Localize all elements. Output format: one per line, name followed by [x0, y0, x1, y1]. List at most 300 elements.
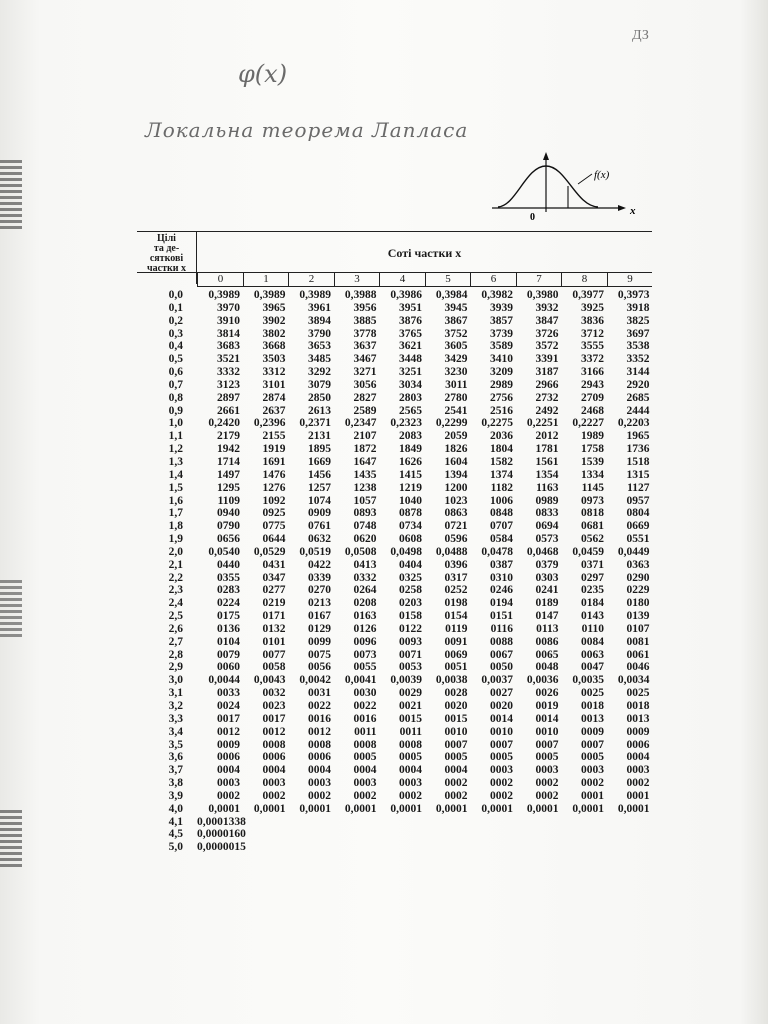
- column-header: 3: [334, 273, 380, 286]
- table-cell: 3653: [308, 340, 331, 353]
- table-cell: 0925: [262, 507, 286, 520]
- table-cell: 0241: [535, 584, 559, 597]
- table-row: [137, 726, 652, 739]
- table-cell: 0048: [535, 661, 559, 674]
- table-cell: 0404: [399, 558, 422, 571]
- table-cell: 2131: [308, 430, 331, 443]
- table-row: [137, 623, 652, 636]
- table-cell: 0002: [308, 789, 331, 802]
- table-cell: 0734: [399, 520, 422, 533]
- table-cell: 0022: [353, 700, 377, 712]
- table-cell: 2492: [535, 404, 559, 417]
- table-cell: 0081: [626, 635, 650, 648]
- row-x-value: 1,0: [168, 417, 183, 430]
- row-x-value: 0,3: [168, 327, 183, 340]
- table-cell: 0010: [490, 725, 513, 738]
- table-cell: 0023: [262, 700, 286, 712]
- table-cell: 0235: [581, 584, 604, 597]
- table-cell: 1456: [308, 468, 331, 481]
- table-cell: 3956: [353, 301, 377, 314]
- table-cell: 2155: [262, 430, 286, 443]
- table-cell: 0,0001: [481, 802, 513, 815]
- table-cell: 2850: [308, 391, 331, 404]
- table-cell: 3697: [626, 327, 650, 340]
- table-cell: 0013: [581, 712, 604, 725]
- table-cell: 0804: [626, 507, 650, 520]
- table-cell: 0748: [353, 520, 377, 533]
- table-cell: 3847: [535, 314, 559, 327]
- table-cell: 0013: [626, 712, 650, 725]
- table-cell: 3251: [399, 366, 422, 379]
- table-cell: 0,3977: [572, 289, 604, 301]
- table-cell: 0775: [262, 520, 286, 533]
- table-cell: 0,2396: [253, 417, 286, 430]
- table-cell: 3166: [581, 366, 604, 379]
- table-row: [137, 739, 652, 752]
- table-cell: 0,0000015: [197, 841, 246, 854]
- table-cell: 0010: [444, 725, 468, 738]
- table-cell: 0005: [535, 751, 559, 764]
- table-cell: 0003: [581, 764, 604, 777]
- row-x-value: 1,1: [168, 430, 183, 443]
- table-cell: 0058: [262, 661, 286, 674]
- table-cell: 1006: [490, 494, 513, 507]
- table-cell: 0,0001: [435, 802, 468, 815]
- table-cell: 0020: [490, 700, 513, 712]
- table-cell: 0005: [399, 751, 422, 764]
- table-cell: 0379: [535, 558, 559, 571]
- table-cell: 0,3988: [344, 289, 377, 301]
- table-cell: 0,0001: [208, 802, 240, 815]
- scan-artifact-bottom: [0, 810, 22, 870]
- table-row: [137, 315, 652, 328]
- table-cell: 3814: [217, 327, 240, 340]
- table-cell: 2661: [217, 404, 240, 417]
- left-header-line: сяткові: [149, 253, 184, 264]
- table-cell: 0002: [626, 777, 650, 790]
- table-row: [137, 674, 652, 687]
- table-cell: 3209: [490, 366, 513, 379]
- table-cell: 0848: [490, 507, 513, 520]
- table-row: [137, 828, 652, 841]
- table-cell: 0129: [308, 622, 331, 635]
- table-cell: 0053: [399, 661, 422, 674]
- table-cell: 0132: [262, 622, 286, 635]
- table-row: [137, 392, 652, 405]
- table-cell: 0213: [308, 597, 331, 610]
- graph-x-arrow: [618, 205, 626, 211]
- table-row: [137, 700, 652, 713]
- table-cell: 1626: [399, 455, 422, 468]
- column-header: 6: [470, 273, 516, 286]
- row-x-value: 2,8: [168, 648, 183, 661]
- table-top-header: Соті частки x: [387, 246, 462, 260]
- table-cell: 0007: [581, 738, 604, 751]
- table-cell: 0,0001: [572, 802, 604, 815]
- table-cell: 3144: [626, 366, 650, 379]
- column-headers: [197, 273, 652, 287]
- table-cell: 0,0041: [344, 674, 377, 687]
- table-cell: 1476: [262, 468, 286, 481]
- table-cell: 0,0037: [481, 674, 513, 687]
- table-cell: 0,0000160: [197, 828, 246, 841]
- table-row: [137, 777, 652, 790]
- table-cell: 3637: [353, 340, 377, 353]
- table-row: [137, 649, 652, 662]
- table-cell: 0,3989: [253, 289, 286, 301]
- table-cell: 0707: [490, 520, 513, 533]
- table-cell: 2897: [217, 391, 240, 404]
- table-cell: 0019: [535, 700, 559, 712]
- table-cell: 1736: [626, 443, 650, 456]
- table-cell: 0,2299: [435, 417, 468, 430]
- table-cell: 0387: [490, 558, 513, 571]
- table-cell: 0203: [399, 597, 422, 610]
- table-cell: 0229: [626, 584, 650, 597]
- table-row: [137, 687, 652, 700]
- table-cell: 0339: [308, 571, 331, 584]
- table-cell: 3790: [308, 327, 331, 340]
- table-cell: 0047: [581, 661, 604, 674]
- table-cell: 0025: [626, 687, 650, 700]
- table-row: [137, 610, 652, 623]
- table-cell: 3410: [490, 353, 513, 366]
- table-cell: 2036: [490, 430, 513, 443]
- table-cell: 2943: [581, 378, 604, 391]
- table-cell: 0721: [444, 520, 468, 533]
- table-cell: 0551: [626, 533, 650, 546]
- table-cell: 0099: [308, 635, 331, 648]
- table-cell: 0007: [490, 738, 513, 751]
- handwritten-theorem-title: Локальна теорема Лапласа: [145, 118, 469, 142]
- table-cell: 3778: [353, 327, 377, 340]
- row-x-value: 2,0: [168, 545, 183, 558]
- table-cell: 0,2203: [617, 417, 650, 430]
- table-cell: 1219: [399, 481, 422, 494]
- table-row: [137, 482, 652, 495]
- table-cell: 0,2347: [344, 417, 377, 430]
- row-x-value: 3,7: [168, 764, 183, 777]
- table-cell: 0002: [217, 789, 240, 802]
- table-row: [137, 816, 652, 829]
- table-cell: 1145: [581, 481, 604, 494]
- table-cell: 0,3989: [299, 289, 331, 301]
- table-cell: 0005: [353, 751, 377, 764]
- left-header-line: та де-: [153, 243, 180, 254]
- table-cell: 0021: [399, 700, 422, 712]
- table-cell: 3765: [399, 327, 422, 340]
- table-cell: 0175: [217, 610, 240, 623]
- table-row: [137, 584, 652, 597]
- row-x-value: 1,2: [168, 443, 183, 456]
- table-cell: 2920: [626, 378, 650, 391]
- table-cell: 0989: [535, 494, 559, 507]
- table-cell: 0002: [535, 789, 559, 802]
- table-row: [137, 790, 652, 803]
- table-cell: 0005: [444, 751, 468, 764]
- table-row: [137, 289, 652, 302]
- table-cell: 0046: [626, 661, 650, 674]
- table-cell: 3925: [581, 301, 604, 314]
- row-x-value: 1,5: [168, 481, 183, 494]
- table-cell: 2179: [217, 430, 240, 443]
- table-cell: 0061: [626, 648, 650, 661]
- table-cell: 1989: [581, 430, 604, 443]
- table-row: [137, 366, 652, 379]
- table-cell: 1057: [353, 494, 377, 507]
- row-x-value: 1,4: [168, 468, 183, 481]
- column-header: 4: [379, 273, 425, 286]
- row-x-value: 1,7: [168, 507, 183, 520]
- table-cell: 0001: [581, 789, 604, 802]
- table-cell: 3271: [353, 366, 377, 379]
- table-cell: 0347: [262, 571, 286, 584]
- row-x-value: 0,0: [168, 289, 183, 301]
- corner-handwritten-mark: ДЗ: [632, 28, 649, 43]
- table-cell: 0096: [353, 635, 377, 648]
- table-cell: 0101: [262, 635, 286, 648]
- row-x-value: 4,5: [168, 828, 183, 841]
- table-cell: 3312: [262, 366, 286, 379]
- table-cell: 3902: [262, 314, 286, 327]
- table-cell: 2780: [444, 391, 468, 404]
- table-cell: 0224: [217, 597, 240, 610]
- table-cell: 2059: [444, 430, 468, 443]
- table-cell: 0031: [308, 687, 331, 700]
- row-x-value: 3,6: [168, 751, 183, 764]
- table-cell: 1942: [217, 443, 240, 456]
- table-cell: 0075: [308, 648, 331, 661]
- table-cell: 0,0529: [253, 545, 286, 558]
- table-cell: 0003: [308, 777, 331, 790]
- table-cell: 0656: [217, 533, 240, 546]
- table-cell: 0077: [262, 648, 286, 661]
- table-cell: 1604: [444, 455, 468, 468]
- table-cell: 0022: [308, 700, 331, 712]
- table-cell: 1354: [535, 468, 559, 481]
- table-cell: 0171: [262, 610, 286, 623]
- row-x-value: 2,4: [168, 597, 183, 610]
- table-cell: 0790: [217, 520, 240, 533]
- table-cell: 3876: [399, 314, 422, 327]
- table-cell: 0562: [581, 533, 604, 546]
- table-cell: 0002: [353, 789, 377, 802]
- table-cell: 3448: [399, 353, 422, 366]
- table-cell: 0004: [444, 764, 468, 777]
- table-cell: 0,0468: [526, 545, 559, 558]
- table-cell: 2516: [490, 404, 513, 417]
- table-cell: 0,2227: [572, 417, 604, 430]
- table-cell: 0,3989: [208, 289, 240, 301]
- table-cell: 3429: [444, 353, 468, 366]
- table-cell: 1257: [308, 481, 331, 494]
- row-x-value: 2,6: [168, 622, 183, 635]
- table-cell: 0940: [217, 507, 240, 520]
- table-cell: 0,0001: [617, 802, 650, 815]
- table-cell: 0143: [581, 610, 604, 623]
- table-cell: 3101: [262, 378, 286, 391]
- column-header: 0: [197, 273, 243, 286]
- table-cell: 0018: [581, 700, 604, 712]
- table-cell: 1582: [490, 455, 513, 468]
- table-cell: 0003: [535, 764, 559, 777]
- table-cell: 3572: [535, 340, 559, 353]
- graph-y-arrow: [543, 152, 549, 160]
- table-cell: 0283: [217, 584, 240, 597]
- table-row: [137, 456, 652, 469]
- table-cell: 0167: [308, 610, 331, 623]
- table-cell: 0065: [535, 648, 559, 661]
- table-cell: 0003: [353, 777, 377, 790]
- table-cell: 0,0036: [526, 674, 559, 687]
- table-cell: 0001: [626, 789, 650, 802]
- table-cell: 0002: [490, 789, 513, 802]
- table-cell: 0,3986: [390, 289, 422, 301]
- table-cell: 0413: [353, 558, 377, 571]
- left-header-line: Цілі: [157, 233, 176, 244]
- table-cell: 0015: [444, 712, 468, 725]
- table-cell: 0,2323: [390, 417, 422, 430]
- table-cell: 0093: [399, 635, 422, 648]
- table-cell: 0863: [444, 507, 468, 520]
- row-x-value: 1,9: [168, 533, 183, 546]
- table-cell: 0,0034: [617, 674, 650, 687]
- table-cell: 2709: [581, 391, 604, 404]
- table-cell: 1804: [490, 443, 513, 456]
- table-cell: 0012: [217, 725, 240, 738]
- table-cell: 0,0039: [390, 674, 422, 687]
- table-cell: 2589: [353, 404, 377, 417]
- table-cell: 0139: [626, 610, 650, 623]
- row-x-value: 1,8: [168, 520, 183, 533]
- table-cell: 0371: [581, 558, 604, 571]
- graph-curve: [498, 166, 598, 207]
- table-cell: 0,0035: [572, 674, 604, 687]
- table-cell: 3939: [490, 301, 513, 314]
- table-cell: 0051: [444, 661, 468, 674]
- table-row: [137, 507, 652, 520]
- table-cell: 1023: [444, 494, 468, 507]
- table-cell: 2732: [535, 391, 559, 404]
- table-cell: 1200: [444, 481, 468, 494]
- table-cell: 3965: [262, 301, 286, 314]
- table-row: [137, 353, 652, 366]
- table-row: [137, 302, 652, 315]
- table-cell: 0007: [444, 738, 468, 751]
- table-cell: 0009: [217, 738, 240, 751]
- table-cell: 0002: [444, 777, 468, 790]
- column-header: 9: [607, 273, 653, 286]
- table-cell: 0422: [308, 558, 331, 571]
- table-cell: 0290: [626, 571, 650, 584]
- table-cell: 2083: [399, 430, 422, 443]
- table-cell: 3352: [626, 353, 650, 366]
- table-cell: 1497: [217, 468, 240, 481]
- row-x-value: 3,1: [168, 687, 183, 700]
- row-x-value: 0,1: [168, 301, 183, 314]
- row-x-value: 0,5: [168, 353, 183, 366]
- table-cell: 0107: [626, 622, 650, 635]
- table-cell: 0011: [399, 725, 422, 738]
- table-cell: 0,0478: [481, 545, 513, 558]
- table-row: [137, 469, 652, 482]
- table-cell: 0,2371: [299, 417, 331, 430]
- table-cell: 0297: [581, 571, 604, 584]
- table-cell: 2012: [535, 430, 559, 443]
- table-cell: 3079: [308, 378, 331, 391]
- table-cell: 0761: [308, 520, 331, 533]
- table-cell: 1334: [581, 468, 604, 481]
- table-cell: 3857: [490, 314, 513, 327]
- table-cell: 1394: [444, 468, 468, 481]
- table-row: [137, 713, 652, 726]
- graph-origin-label: 0: [530, 212, 535, 223]
- table-cell: 3802: [262, 327, 286, 340]
- table-cell: 0154: [444, 610, 468, 623]
- table-cell: 0,3984: [435, 289, 468, 301]
- table-cell: 0957: [626, 494, 650, 507]
- table-cell: 0893: [353, 507, 377, 520]
- table-cell: 0005: [490, 751, 513, 764]
- table-cell: 0632: [308, 533, 331, 546]
- table-cell: 0584: [490, 533, 513, 546]
- table-cell: 1163: [536, 481, 559, 494]
- table-cell: 0004: [217, 764, 240, 777]
- table-cell: 3918: [626, 301, 650, 314]
- table-row: [137, 340, 652, 353]
- table-cell: 0016: [308, 712, 331, 725]
- table-cell: 0694: [535, 520, 559, 533]
- table-cell: 1092: [262, 494, 286, 507]
- row-x-value: 4,0: [168, 802, 183, 815]
- table-cell: 0198: [444, 597, 468, 610]
- table-cell: 3961: [308, 301, 331, 314]
- table-cell: 3332: [217, 366, 240, 379]
- table-row: [137, 597, 652, 610]
- table-cell: 0104: [217, 635, 240, 648]
- table-cell: 0909: [308, 507, 331, 520]
- table-cell: 0878: [399, 507, 422, 520]
- table-cell: 0,0001: [299, 802, 331, 815]
- table-cell: 0620: [353, 533, 377, 546]
- table-cell: 2565: [399, 404, 422, 417]
- table-cell: 1182: [490, 481, 513, 494]
- column-header: 5: [425, 273, 471, 286]
- table-cell: 0,0042: [299, 674, 331, 687]
- table-cell: 0073: [353, 648, 377, 661]
- table-cell: 0119: [445, 622, 468, 635]
- table-cell: 0973: [581, 494, 604, 507]
- table-cell: 0396: [444, 558, 468, 571]
- table-cell: 0818: [581, 507, 604, 520]
- table-cell: 0008: [353, 738, 377, 751]
- table-cell: 0011: [354, 725, 377, 738]
- table-cell: 1872: [353, 443, 377, 456]
- table-cell: 0002: [490, 777, 513, 790]
- table-cell: 0002: [262, 789, 286, 802]
- row-x-value: 4,1: [168, 815, 183, 828]
- table-cell: 2468: [581, 404, 604, 417]
- table-cell: 2756: [490, 391, 513, 404]
- table-cell: 3521: [217, 353, 240, 366]
- table-cell: 0,0038: [435, 674, 468, 687]
- table-cell: 1826: [444, 443, 468, 456]
- table-cell: 1895: [308, 443, 331, 456]
- table-cell: 0363: [626, 558, 650, 571]
- table-cell: 0,0001338: [197, 815, 246, 828]
- table-cell: 1315: [626, 468, 650, 481]
- table-cell: 3951: [399, 301, 422, 314]
